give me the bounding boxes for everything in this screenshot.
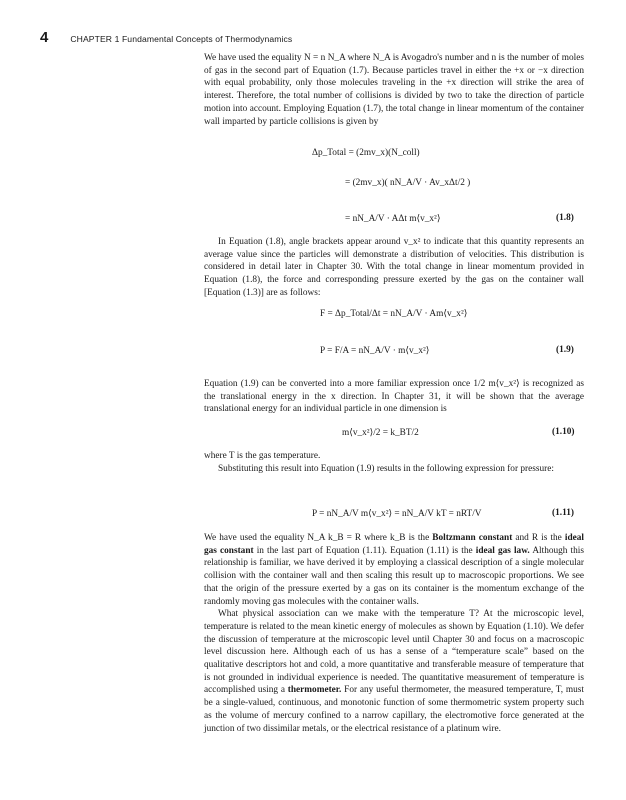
paragraph-1: We have used the equality N = n N_A where N_A is Avogadro's number and n is the number of moles of gas in the second part of Equation (1.7). Because particles travel in either the +x or −x direction with equal probability, only those molecules traveling in the +x direction will strike the area of interest. Therefore, the total number of collisions is divided by two to take the direction of particle motion into account. Employing Equation (1.7), the total change in linear momentum of the container wall imparted by particle collisions is given by — [204, 53, 584, 127]
p6-text-a: We have used the equality N_A k_B = R where k_B is the — [204, 533, 433, 543]
page-number: 4 — [40, 29, 49, 46]
paragraph-5: Substituting this result into Equation (1.9) results in the following expression for pressure: — [218, 463, 554, 474]
body-column — [204, 52, 584, 128]
paragraph-2: In Equation (1.8), angle brackets appear around v_x² to indicate that this quantity represents an average value since the particles will demonstrate a distribution of velocities. This distribution is considered in detail later in Chapter 30. With the total change in linear momentum provided in Equation (1.8), the force and corresponding pressure exerted by the gas on the container wall [Equation (1.3)] are as follows: — [204, 237, 584, 298]
paragraph-7 — [204, 608, 584, 735]
p6-text-e: Although this relationship is familiar, we have derived it by employing a classical description of a single molecular collision with the container wall and then scaling this result up to macroscopic proportions. We see that the origin of the pressure exerted by a gas on its container is the momentum exchange of the randomly moving gas molecules with the container walls. — [204, 545, 584, 607]
eq-1-10-number: (1.10) — [552, 427, 575, 437]
body-column-3 — [204, 378, 584, 416]
term-ideal-gas-constant: ideal gas constant — [204, 533, 584, 556]
body-column-4 — [204, 450, 584, 475]
eq-1-8-number: (1.8) — [556, 213, 574, 223]
eq-1-9-number: (1.9) — [556, 345, 574, 355]
p6-text-c: and R is the — [512, 533, 565, 543]
paragraph-3: Equation (1.9) can be converted into a more familiar expression once 1/2 m⟨v_x²⟩ is recognized as the translational energy in the x direction. In Chapter 31, it will be shown that the average translational energy for an individual particle in one dimension is — [204, 379, 584, 415]
running-header — [40, 29, 292, 45]
eq-1-10-body: m⟨v_x²⟩/2 = k_BT/2 — [342, 428, 419, 438]
body-column-5 — [204, 532, 584, 735]
eq-1-8-line-3: = nN_A/V · AΔt m⟨v_x²⟩ — [345, 214, 441, 224]
eq-1-9-line-2: P = F/A = nN_A/V · m⟨v_x²⟩ — [320, 346, 430, 356]
chapter-title: CHAPTER 1 Fundamental Concepts of Thermodynamics — [70, 34, 293, 44]
term-boltzmann-constant: Boltzmann constant — [432, 533, 513, 543]
p7-text-c: For any useful thermometer, the measured temperature, T, must be a single-valued, continuous, and monotonic function of some thermometric system property such as the volume of mercury confined to a narrow capillary, the electromotive force generated at the junction of two dissimilar metals, or the electrical resistance of a platinum wire. — [204, 685, 584, 734]
eq-1-8-line-1: Δp_Total = (2mv_x)(N_coll) — [312, 148, 420, 158]
eq-1-8-line-2: = (2mv_x)( nN_A/V · Av_xΔt/2 ) — [345, 178, 471, 188]
eq-1-9-line-1: F = Δp_Total/Δt = nN_A/V · Am⟨v_x²⟩ — [320, 309, 468, 319]
term-ideal-gas-law: ideal gas law. — [475, 545, 530, 556]
paragraph-4: where T is the gas temperature. — [204, 451, 321, 461]
body-column-2 — [204, 236, 584, 300]
paragraph-6 — [204, 532, 584, 608]
p7-text-a: What physical association can we make with the temperature T? At the microscopic level, temperature is related to the mean kinetic energy of molecules as shown by Equation (1.10). We defer the discussion of temperature at the microscopic level until Chapter 30 and focus on a macroscopic level discussion here. Although each of us has a sense of a “temperature scale” based on the qualitative descriptors hot and cold, a more quantitative and transferable measure of temperature that is not grounded in individual experience is needed. The quantitative measurement of temperature is accomplished using a — [204, 609, 584, 696]
eq-1-11-number: (1.11) — [552, 508, 574, 518]
term-thermometer: thermometer. — [287, 685, 342, 696]
eq-1-11-body: P = nN_A/V m⟨v_x²⟩ = nN_A/V kT = nRT/V — [312, 509, 482, 519]
p6-text-d: in the last part of Equation (1.11). Equation (1.11) is the — [253, 545, 476, 556]
